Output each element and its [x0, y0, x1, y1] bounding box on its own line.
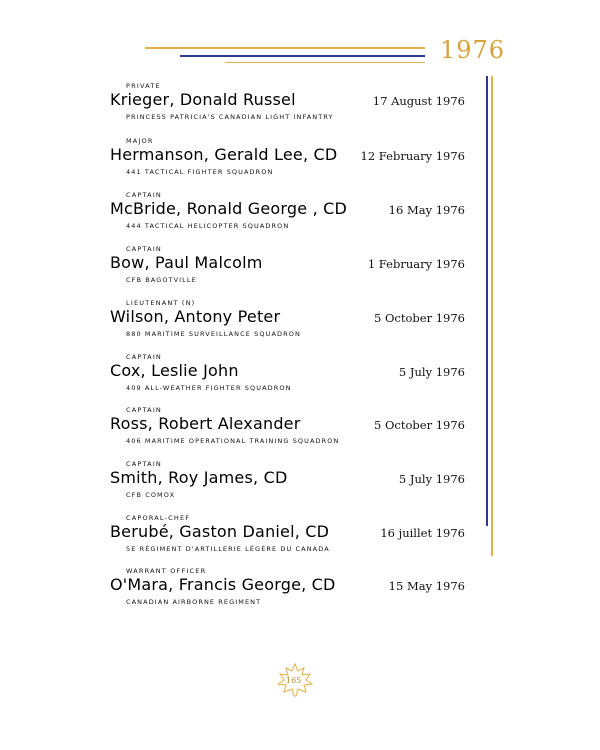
entry-rank: PRIVATE	[126, 82, 161, 90]
page-year: 1976	[440, 36, 506, 64]
memorial-entry	[110, 353, 465, 405]
entry-unit: 409 ALL-WEATHER FIGHTER SQUADRON	[126, 384, 292, 392]
entry-unit: 444 TACTICAL HELICOPTER SQUADRON	[126, 222, 290, 230]
entry-name: O'Mara, Francis George, CD	[110, 575, 336, 594]
header-rule-gold-thin	[225, 62, 425, 63]
entry-name: McBride, Ronald George , CD	[110, 199, 348, 218]
page-number-badge	[270, 662, 320, 698]
memorial-entry	[110, 567, 465, 619]
side-rule-gold	[491, 76, 493, 556]
entry-name: Smith, Roy James, CD	[110, 468, 288, 487]
memorial-entry	[110, 460, 465, 512]
entry-rank: CAPTAIN	[126, 353, 162, 361]
memorial-entry	[110, 245, 465, 297]
entry-date: 16 May 1976	[388, 203, 465, 217]
entry-date: 5 October 1976	[374, 418, 465, 432]
memorial-entry	[110, 191, 465, 243]
entry-rank: CAPTAIN	[126, 460, 162, 468]
entry-rank: CAPTAIN	[126, 191, 162, 199]
entry-rank: WARRANT OFFICER	[126, 567, 207, 575]
entry-date: 5 July 1976	[398, 472, 465, 486]
entry-date: 12 February 1976	[360, 149, 465, 163]
entry-date: 17 August 1976	[372, 94, 465, 108]
memorial-entry	[110, 406, 465, 458]
page-number: 165	[286, 676, 302, 685]
entry-unit: CFB BAGOTVILLE	[126, 276, 197, 284]
entry-name: Berubé, Gaston Daniel, CD	[110, 522, 330, 541]
entry-date: 15 May 1976	[388, 579, 465, 593]
side-rule-blue	[486, 76, 488, 526]
memorial-entry	[110, 82, 465, 134]
entry-unit: 406 MARITIME OPERATIONAL TRAINING SQUADRON	[126, 437, 340, 445]
entry-unit: CFB COMOX	[126, 491, 176, 499]
entry-rank: CAPTAIN	[126, 245, 162, 253]
memorial-entry	[110, 137, 465, 189]
entry-unit: 880 MARITIME SURVEILLANCE SQUADRON	[126, 330, 301, 338]
entry-rank: MAJOR	[126, 137, 154, 145]
entry-date: 16 juillet 1976	[380, 526, 465, 540]
entry-rank: CAPTAIN	[126, 406, 162, 414]
header-rule-blue	[180, 55, 425, 57]
entry-unit: PRINCESS PATRICIA'S CANADIAN LIGHT INFANTRY	[126, 113, 334, 121]
entry-date: 1 February 1976	[367, 257, 465, 271]
entry-name: Bow, Paul Malcolm	[110, 253, 263, 272]
entry-name: Wilson, Antony Peter	[110, 307, 281, 326]
memorial-entry	[110, 514, 465, 566]
entry-name: Krieger, Donald Russel	[110, 90, 296, 109]
entry-rank: LIEUTENANT (N)	[126, 299, 196, 307]
entry-name: Hermanson, Gerald Lee, CD	[110, 145, 338, 164]
entry-date: 5 July 1976	[398, 365, 465, 379]
entry-rank: CAPORAL-CHEF	[126, 514, 191, 522]
entry-unit: 5E RÉGIMENT D'ARTILLERIE LÉGÈRE DU CANADA	[126, 545, 330, 553]
entry-name: Cox, Leslie John	[110, 361, 239, 380]
header-rule-gold	[145, 47, 425, 49]
memorial-entry	[110, 299, 465, 351]
entry-unit: CANADIAN AIRBORNE REGIMENT	[126, 598, 262, 606]
entry-name: Ross, Robert Alexander	[110, 414, 301, 433]
entry-date: 5 October 1976	[374, 311, 465, 325]
entry-unit: 441 TACTICAL FIGHTER SQUADRON	[126, 168, 274, 176]
